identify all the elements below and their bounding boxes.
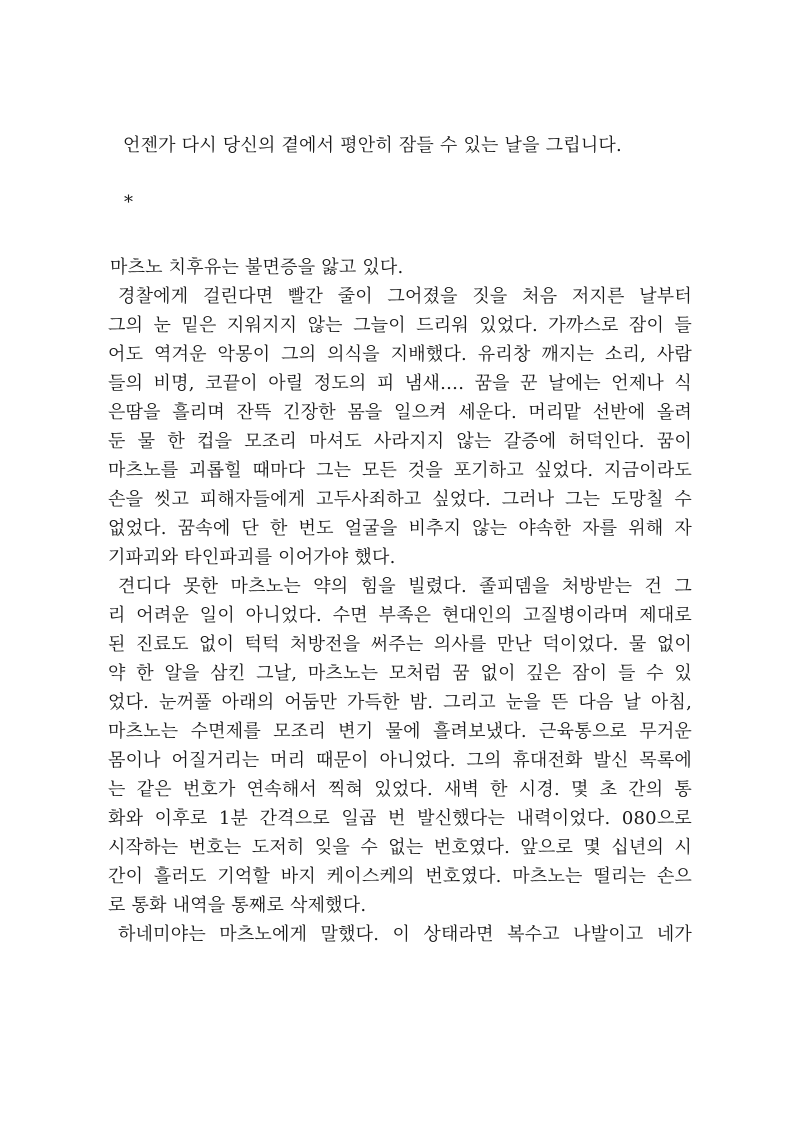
text-line-6: 어도 역겨운 악몽이 그의 의식을 지배했다. 유리창 깨지는 소리, 사람 [108,344,692,365]
text-line-26: 하네미야는 마츠노에게 말했다. 이 상태라면 복수고 나발이고 네가 [118,924,692,945]
text-line-18: 었다. 눈꺼풀 아래의 어둠만 가득한 밤. 그리고 눈을 뜬 다음 날 아침, [108,692,692,713]
text-line-5: 그의 눈 밑은 지워지지 않는 그늘이 드리워 있었다. 가까스로 잠이 들 [108,315,692,336]
text-line-12: 없었다. 꿈속에 단 한 번도 얼굴을 비추지 않는 야속한 자를 위해 자 [108,518,692,539]
text-line-16: 된 진료도 없이 턱턱 처방전을 써주는 의사를 만난 덕이었다. 물 없이 [108,634,692,655]
text-line-7: 들의 비명, 코끝이 아릴 정도의 피 냄새…. 꿈을 꾼 날에는 언제나 식 [108,373,692,394]
section-divider-asterisk: * [124,192,134,213]
text-line-17: 약 한 알을 삼킨 그날, 마츠노는 모처럼 꿈 없이 깊은 잠이 들 수 있 [108,663,692,684]
text-line-25: 로 통화 내역을 통째로 삭제했다. [108,895,367,916]
text-line-15: 리 어려운 일이 아니었다. 수면 부족은 현대인의 고질병이라며 제대로 [108,605,692,626]
text-line-19: 마츠노는 수면제를 모조리 변기 물에 흘려보냈다. 근육통으로 무거운 [108,721,692,742]
text-line-13: 기파괴와 타인파괴를 이어가야 했다. [108,547,396,568]
text-line-9: 둔 물 한 컵을 모조리 마셔도 사라지지 않는 갈증에 허덕인다. 꿈이 [108,431,692,452]
text-line-4: 경찰에게 걸린다면 빨간 줄이 그어졌을 짓을 처음 저지른 날부터 [118,286,692,307]
text-line-24: 간이 흘러도 기억할 바지 케이스케의 번호였다. 마츠노는 떨리는 손으 [108,866,692,887]
text-line-1: 언젠가 다시 당신의 곁에서 평안히 잠들 수 있는 날을 그립니다. [123,135,622,156]
text-line-10: 마츠노를 괴롭힐 때마다 그는 모든 것을 포기하고 싶었다. 지금이라도 [108,460,692,481]
text-line-3: 마츠노 치후유는 불면증을 앓고 있다. [110,257,404,278]
text-line-20: 몸이나 어질거리는 머리 때문이 아니었다. 그의 휴대전화 발신 목록에 [108,750,692,771]
text-line-8: 은땀을 흘리며 잔뜩 긴장한 몸을 일으켜 세운다. 머리맡 선반에 올려 [108,402,692,423]
text-line-22: 화와 이후로 1분 간격으로 일곱 번 발신했다는 내력이었다. 080으로 [108,808,692,829]
text-line-21: 는 같은 번호가 연속해서 찍혀 있었다. 새벽 한 시경. 몇 초 간의 통 [108,779,692,800]
text-line-14: 견디다 못한 마츠노는 약의 힘을 빌렸다. 졸피뎀을 처방받는 건 그 [118,576,692,597]
text-line-11: 손을 씻고 피해자들에게 고두사죄하고 싶었다. 그러나 그는 도망칠 수 [108,489,692,510]
text-line-23: 시작하는 번호는 도저히 잊을 수 없는 번호였다. 앞으로 몇 십년의 시 [108,837,692,858]
